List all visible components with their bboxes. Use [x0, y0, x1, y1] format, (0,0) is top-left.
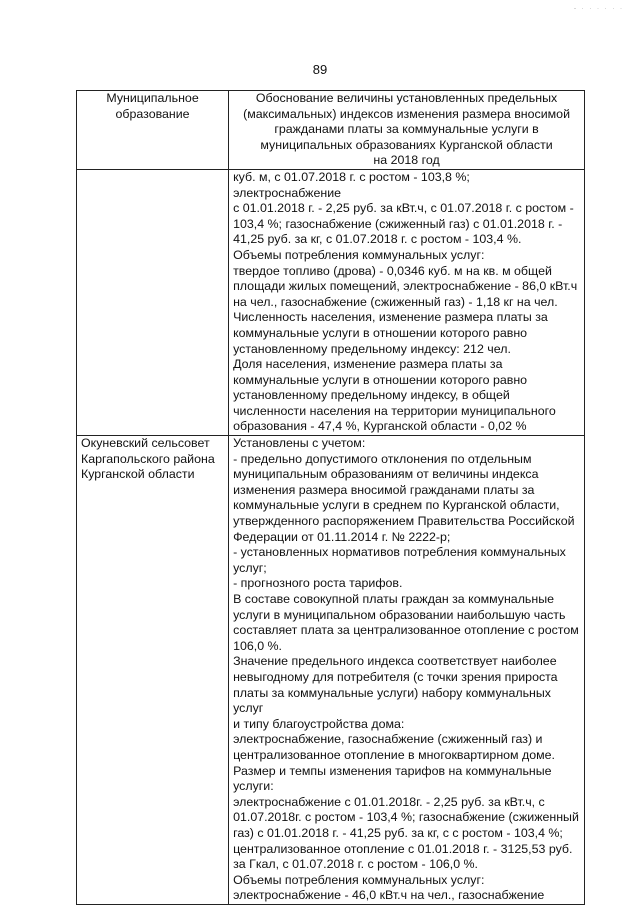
justification-table [76, 90, 585, 905]
scan-corner-mark: - · · · · · · [574, 6, 624, 12]
justification-cell [229, 436, 585, 905]
municipality-cell [77, 169, 229, 435]
header-municipality [77, 91, 229, 170]
justification-cell [229, 169, 585, 435]
page-number: 89 [312, 62, 328, 77]
municipality-cell [77, 436, 229, 905]
justification-text: Установлены с учетом: - предельно допустимого отклонения по отдельным муниципальным образованиям от величины индекса изменения размера вносимой гражданами платы за коммунальные услуги в среднем по Курганской области, утвержденного распоряжением Правительства Российской Федерации от 01.11.2014 г. № 2222-р; - установленных нормативов потребления коммунальных услуг; - прогнозного роста тарифов. В составе совокупной платы граждан за коммунальные услуги в муниципальном образовании наибольшую часть составляет плата за централизованное отопление с ростом 106,0 %. Значение предельного индекса соответствует наиболее невыгодному для потребителя (с точки зрения прироста платы за коммунальные услуги) набору коммунальных услуг и типу благоустройства дома: электроснабжение, газоснабжение (сжиженный газ) и централизованное отопление в многоквартирном доме. Размер и темпы изменения тарифов на коммунальные услуги: электроснабжение с 01.01.2018г. - 2,25 руб. за кВт.ч, с 01.07.2018г. с ростом - 103,4 %; газоснабжение (сжиженный газ) с 01.01.2018 г. - 41,25 руб. за кг, с с ростом - 103,4 %; централизованное отопление с 01.01.2018 г. - 3125,53 руб. за Гкал, с 01.07.2018 г. с ростом - 106,0 %. Объемы потребления коммунальных услуг: электроснабжение - 46,0 кВт.ч на чел., газоснабжение [233, 436, 579, 903]
municipality-name: Окуневский сельсовет Каргапольского района Курганской области [81, 436, 215, 482]
table-row [77, 436, 585, 905]
header-justification [229, 91, 585, 170]
table-row [77, 169, 585, 435]
header-municipality-text: Муниципальное образование [106, 91, 199, 121]
table-header-row [77, 91, 585, 170]
justification-text: куб. м, с 01.07.2018 г. с ростом - 103,8 %; электроснабжение с 01.01.2018 г. - 2,25 руб. за кВт.ч, с 01.07.2018 г. с ростом - 103,4 %; газоснабжение (сжиженный газ) с 01.01.2018 г. - 41,25 руб. за кг, с 01.07.2018 г. с ростом - 103,4 %. Объемы потребления коммунальных услуг: твердое топливо (дрова) - 0,0346 куб. м на кв. м общей площади жилых помещений, электроснабжение - 86,0 кВт.ч на чел., газоснабжение (сжиженный газ) - 1,18 кг на чел. Численность населения, изменение размера платы за коммунальные услуги в отношении которого равно установленному предельному индексу: 212 чел. Доля населения, изменение размера платы за коммунальные услуги в отношении которого равно установленному предельному индексу, в общей численности населения на территории муниципального образования - 47,4 %, Курганской области - 0,02 % [233, 169, 578, 434]
header-justification-text: Обоснование величины установленных предельных (максимальных) индексов изменения размера вносимой гражданами платы за коммунальные услуги в муниципальных образованиях Курганской области на 2018 год [243, 91, 570, 168]
